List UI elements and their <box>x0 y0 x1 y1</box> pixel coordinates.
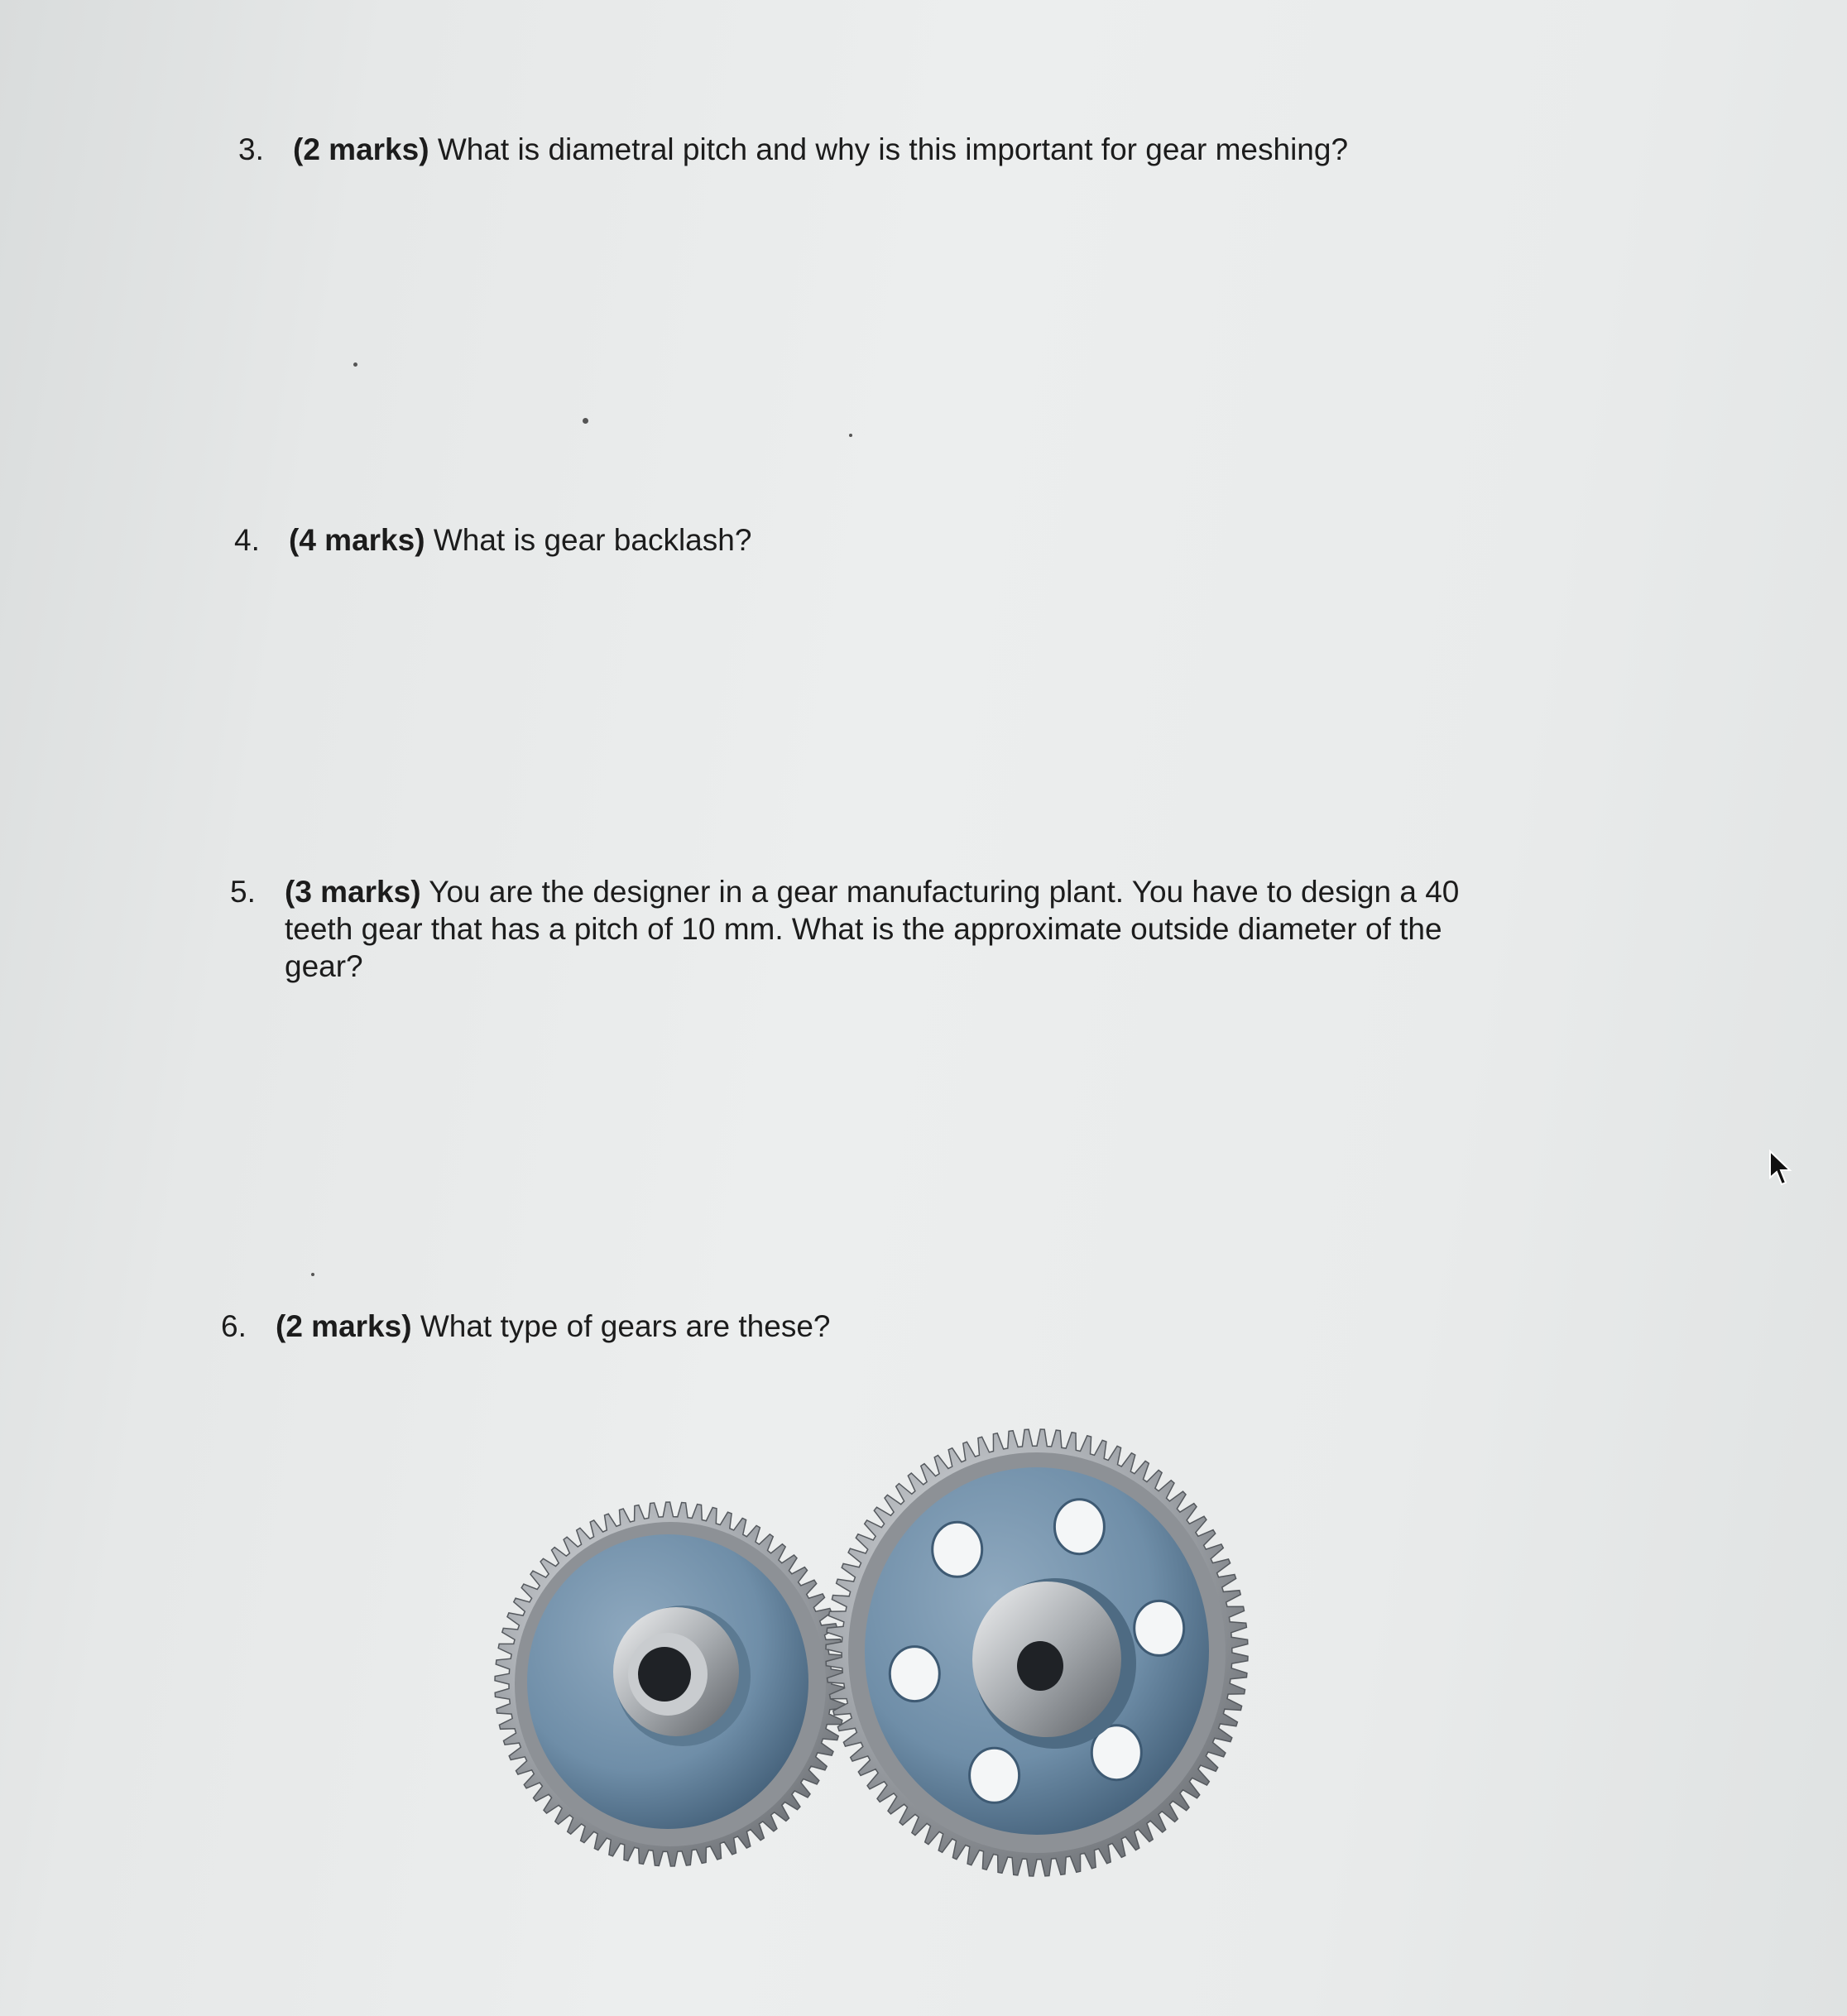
paper-speck <box>583 418 588 424</box>
question-line: (2 marks) What type of gears are these? <box>276 1309 831 1343</box>
mounting-hole <box>890 1647 939 1702</box>
question-line: teeth gear that has a pitch of 10 mm. What is the approximate outside diameter of the <box>285 912 1442 946</box>
spur-gears-figure <box>484 1403 1328 1899</box>
small-spur-gear <box>495 1502 846 1866</box>
paper-speck <box>849 434 852 437</box>
question-number: 5. <box>230 875 256 909</box>
marks-label: (3 marks) <box>285 875 421 909</box>
paper-speck <box>311 1273 314 1276</box>
mounting-hole <box>1135 1601 1184 1655</box>
marks-label: (2 marks) <box>276 1309 412 1343</box>
mounting-hole <box>933 1522 982 1577</box>
question-line: (3 marks) You are the designer in a gear manufacturing plant. You have to design a 40 <box>285 875 1460 909</box>
question-number: 6. <box>221 1309 247 1343</box>
marks-label: (4 marks) <box>289 523 425 557</box>
question-text <box>276 1308 830 1345</box>
large-spur-gear <box>826 1429 1248 1876</box>
small-gear-bore <box>638 1647 691 1702</box>
mounting-hole <box>970 1748 1019 1802</box>
large-gear-bore <box>1017 1641 1063 1691</box>
question-line: (4 marks) What is gear backlash? <box>289 523 752 557</box>
question-text <box>289 521 751 559</box>
mouse-cursor-icon <box>1768 1150 1793 1188</box>
marks-label: (2 marks) <box>293 132 429 166</box>
question-number: 4. <box>234 523 260 557</box>
question-text <box>285 873 1459 985</box>
question-line: (2 marks) What is diametral pitch and why is this important for gear meshing? <box>293 132 1349 166</box>
question-text <box>293 131 1348 168</box>
question-number: 3. <box>238 132 264 166</box>
paper-speck <box>353 362 357 367</box>
question-line: gear? <box>285 949 363 983</box>
mounting-hole <box>1054 1500 1104 1554</box>
